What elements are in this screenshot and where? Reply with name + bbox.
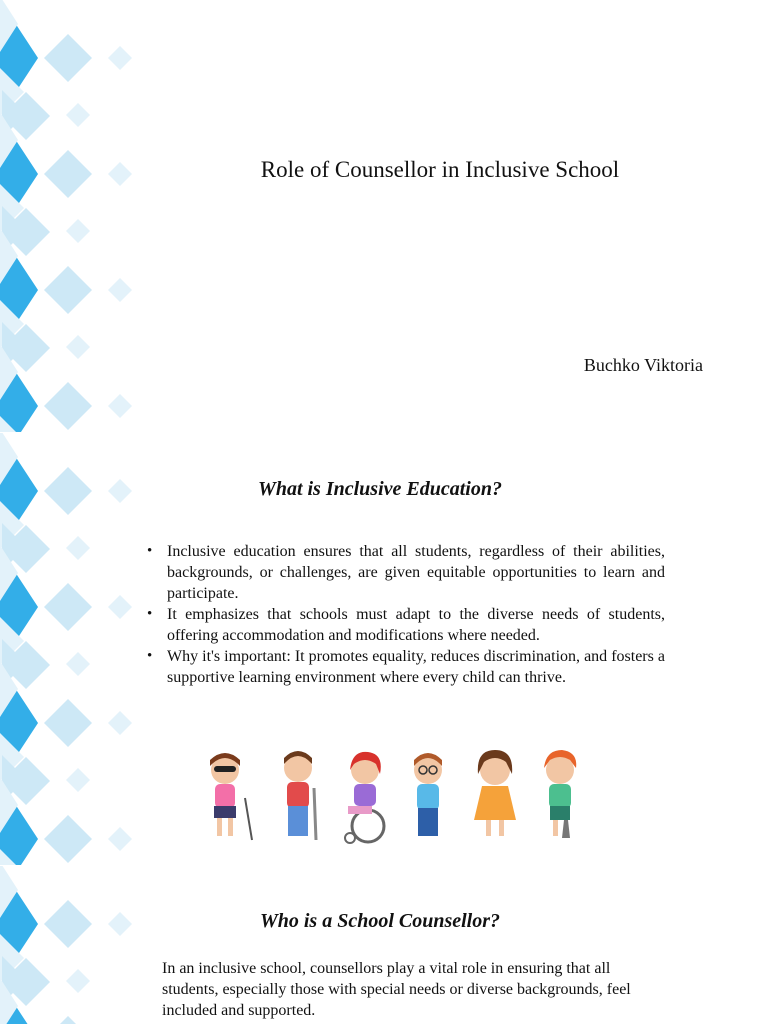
child-figure-2 (284, 751, 316, 840)
child-figure-3 (345, 752, 384, 843)
slide-school-counsellor (0, 866, 768, 1024)
decorative-pattern (0, 866, 140, 1024)
author-name: Buchko Viktoria (583, 355, 703, 375)
bullet-item: • It emphasizes that schools must adapt to the diverse needs of students, offering accommodation and modifications where needed. (167, 604, 665, 646)
bullet-list (145, 541, 665, 688)
body-paragraph: In an inclusive school, counsellors play a vital role in ensuring that all students, especially those with special needs or diverse backgrounds, feel included and supported. (162, 960, 631, 1019)
slide-heading: Who is a School Counsellor? (259, 910, 501, 932)
slide-heading: What is Inclusive Education? (258, 478, 502, 500)
presentation-title: Role of Counsellor in Inclusive School (260, 157, 620, 183)
child-figure-6 (544, 750, 576, 838)
children-group-illustration (190, 748, 600, 848)
bullet-item: • Inclusive education ensures that all students, regardless of their abilities, backgrounds, or challenges, are given equitable opportunities to learn and participate. (167, 541, 665, 604)
decorative-pattern (0, 0, 140, 432)
child-figure-1 (210, 753, 252, 840)
child-figure-5 (474, 750, 516, 836)
bullet-item: • Why it's important: It promotes equality, reduces discrimination, and fosters a supportive learning environment where every child can thrive. (167, 646, 665, 688)
decorative-pattern (0, 433, 140, 865)
child-figure-4 (414, 753, 442, 836)
slide-inclusive-education (0, 433, 768, 865)
slide-title (0, 0, 768, 432)
